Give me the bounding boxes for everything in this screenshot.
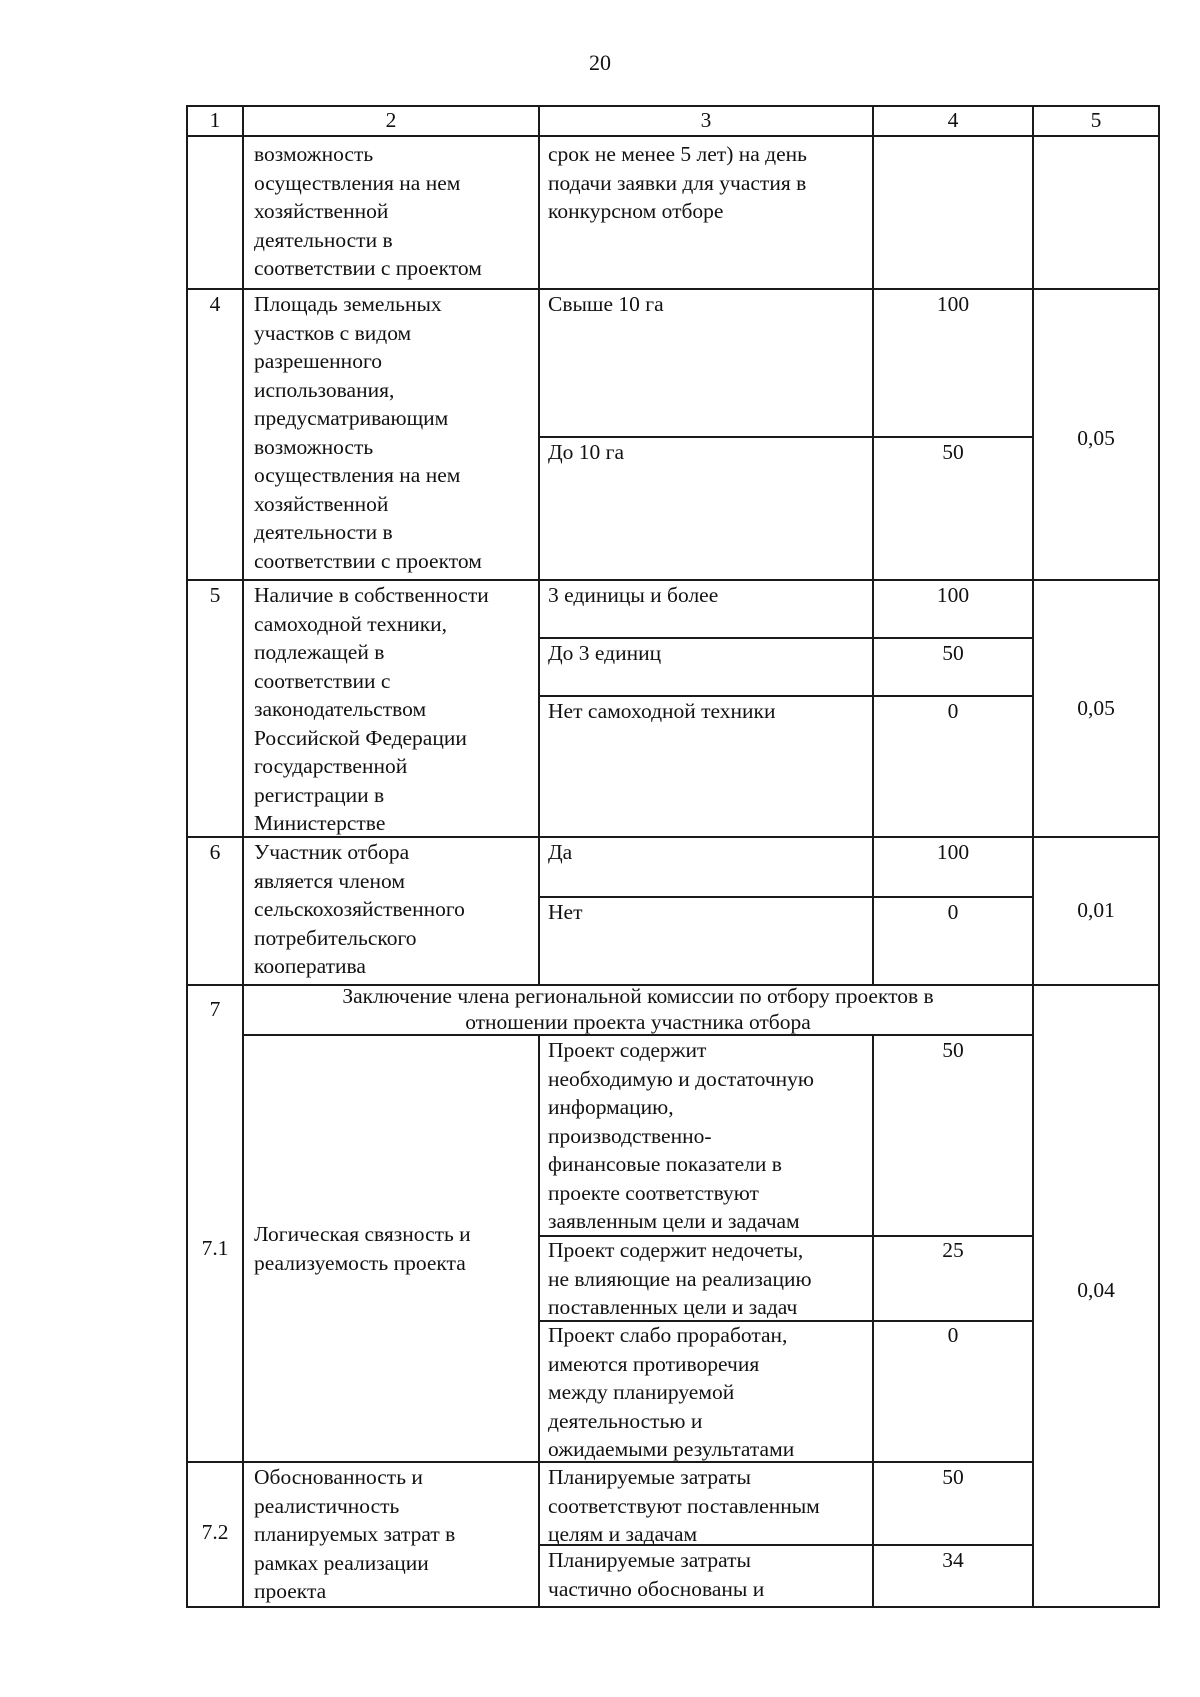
header-col-4: 4 (947, 108, 959, 132)
page-number: 20 (589, 50, 611, 75)
option-text: Планируемые затраты соответствуют поставленным целям и задачам (548, 1465, 820, 1546)
column-divider (1032, 105, 1034, 1608)
score-value: 100 (936, 583, 970, 607)
criterion-text: Обоснованность и реалистичность планируемых затрат в рамках реализации проекта (254, 1465, 456, 1603)
option-text: Нет самоходной техники (548, 699, 776, 723)
score-value: 0 (947, 699, 959, 723)
score-value: 25 (942, 1238, 964, 1262)
row-number: 7.2 (201, 1520, 229, 1544)
section-title: Заключение члена региональной комиссии по отбору проектов в отношении проекта участника отбора (342, 984, 934, 1034)
weight-value: 0,04 (1077, 1278, 1115, 1302)
score-value: 100 (936, 292, 970, 316)
score-value: 100 (936, 840, 970, 864)
score-value: 0 (947, 900, 959, 924)
row-number: 5 (209, 583, 221, 607)
criterion-text: Логическая связность и реализуемость проекта (254, 1222, 471, 1275)
header-col-5: 5 (1090, 108, 1102, 132)
row-number: 4 (209, 292, 221, 316)
row-number: 7 (209, 997, 221, 1021)
option-text: Свыше 10 га (548, 292, 664, 316)
weight-value: 0,01 (1077, 898, 1115, 922)
option-text: срок не менее 5 лет) на день подачи заявки для участия в конкурсном отборе (548, 142, 807, 223)
criterion-text: Участник отбора является членом сельскохозяйственного потребительского кооператива (254, 840, 465, 978)
option-text: Нет (548, 900, 583, 924)
option-text: 3 единицы и более (548, 583, 719, 607)
table-border (1158, 105, 1160, 1608)
header-col-2: 2 (385, 108, 397, 132)
score-value: 50 (942, 1038, 964, 1062)
weight-value: 0,05 (1077, 426, 1115, 450)
header-col-1: 1 (209, 108, 221, 132)
option-text: Проект содержит недочеты, не влияющие на реализацию поставленных цели и задач (548, 1238, 812, 1319)
score-value: 50 (942, 440, 964, 464)
column-divider (242, 105, 244, 1608)
row-divider (186, 1606, 1160, 1608)
score-value: 0 (947, 1323, 959, 1347)
option-text: Проект слабо проработан, имеются противоречия между планируемой деятельностью и ожидаемыми результатами (548, 1323, 795, 1461)
option-text: До 3 единиц (548, 641, 662, 665)
score-value: 50 (942, 641, 964, 665)
option-text: Да (548, 840, 573, 864)
option-text: Проект содержит необходимую и достаточную информацию, производственно- финансовые показатели в проекте соответствуют заявленным цели и задачам (548, 1038, 814, 1233)
row-number: 6 (209, 840, 221, 864)
option-text: Планируемые затраты частично обоснованы и (548, 1548, 765, 1601)
header-col-3: 3 (700, 108, 712, 132)
criterion-text: Площадь земельных участков с видом разрешенного использования, предусматривающим возможность осуществления на нем хозяйственной деятельности в соответствии с проектом (254, 292, 482, 573)
column-divider (538, 105, 540, 985)
weight-value: 0,05 (1077, 696, 1115, 720)
score-value: 34 (942, 1548, 964, 1572)
row-number: 7.1 (201, 1236, 229, 1260)
option-text: До 10 га (548, 440, 625, 464)
criterion-text: Наличие в собственности самоходной техники, подлежащей в соответствии с законодательством Российской Федерации государственной регистрации в Министерстве (254, 583, 489, 835)
score-value: 50 (942, 1465, 964, 1489)
row-divider (186, 135, 1160, 137)
criterion-text: возможность осуществления на нем хозяйственной деятельности в соответствии с проектом (254, 142, 482, 280)
